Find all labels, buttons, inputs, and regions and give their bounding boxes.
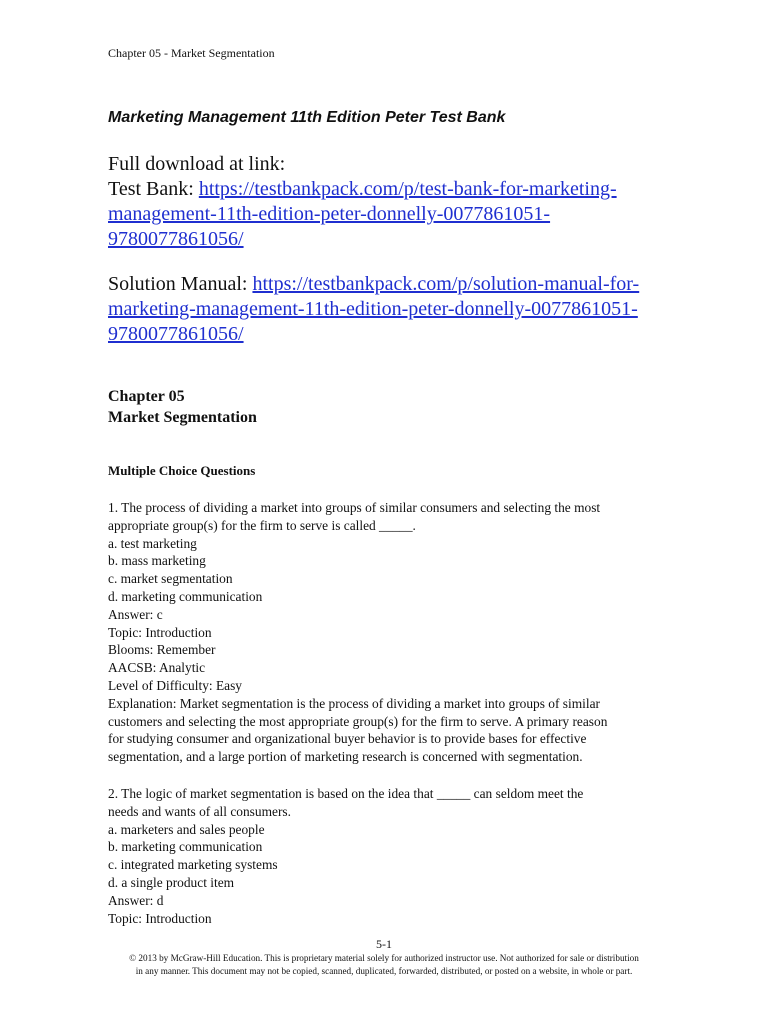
copyright-line: © 2013 by McGraw-Hill Education. This is proprietary material solely for authorized instructor use. Not authorized for sale or distribution: [129, 953, 639, 963]
question-2-line: 2. The logic of market segmentation is based on the idea that _____ can seldom meet the: [108, 786, 584, 801]
section-heading: Multiple Choice Questions: [108, 463, 256, 478]
question-1-explanation: segmentation, and a large portion of marketing research is concerned with segmentation.: [108, 749, 583, 765]
document-title: Marketing Management 11th Edition Peter Test Bank: [108, 109, 506, 126]
chapter-name: Market Segmentation: [108, 409, 257, 426]
question-1-line: appropriate group(s) for the firm to serve is called _____.: [108, 517, 416, 533]
test-bank-block: [108, 177, 668, 252]
solution-manual-label: Solution Manual:: [108, 273, 253, 295]
question-1-explanation: customers and selecting the most appropriate group(s) for the firm to serve. A primary reason: [108, 713, 608, 729]
copyright-line: in any manner. This document may not be copied, scanned, duplicated, forwarded, distributed, or posted on a website, in whole or part.: [135, 965, 633, 976]
page-number: 5-1: [376, 937, 392, 951]
question-1-option-b: b. mass marketing: [108, 553, 206, 569]
question-2-option-d: d. a single product item: [108, 874, 235, 890]
question-1-topic: Topic: Introduction: [108, 624, 212, 640]
test-bank-link-line-1[interactable]: https://testbankpack.com/p/test-bank-for-marketing-: [198, 178, 617, 200]
solution-manual-link-line-2[interactable]: marketing-management-11th-edition-peter-donnelly-0077861051-: [108, 298, 638, 320]
question-2-answer: Answer: d: [108, 892, 164, 908]
question-2: [108, 785, 678, 927]
solution-manual-block: [108, 272, 668, 347]
question-1-option-a: a. test marketing: [108, 535, 197, 551]
question-1-difficulty: Level of Difficulty: Easy: [108, 677, 242, 693]
question-1-explanation: for studying consumer and organizational buyer behavior is to provide bases for effective: [108, 731, 587, 747]
chapter-heading: [108, 386, 257, 428]
question-1: [108, 499, 678, 766]
question-2-topic: Topic: Introduction: [108, 910, 212, 926]
test-bank-link-line-2[interactable]: management-11th-edition-peter-donnelly-0077861051-: [108, 203, 551, 225]
question-1-option-d: d. marketing communication: [108, 588, 263, 604]
question-1-blooms: Blooms: Remember: [108, 642, 216, 658]
question-2-line: needs and wants of all consumers.: [108, 803, 291, 819]
question-1-explanation: Explanation: Market segmentation is the process of dividing a market into groups of similar: [108, 695, 601, 711]
solution-manual-link-line-3[interactable]: 9780077861056/: [108, 323, 244, 345]
question-1-line: 1. The process of dividing a market into groups of similar consumers and selecting the most: [108, 500, 601, 515]
test-bank-label: Test Bank:: [108, 178, 199, 200]
question-1-option-c: c. market segmentation: [108, 571, 233, 587]
download-heading: Full download at link:: [108, 153, 286, 175]
chapter-number: Chapter 05: [108, 388, 185, 405]
running-header: Chapter 05 - Market Segmentation: [108, 46, 275, 60]
question-2-option-b: b. marketing communication: [108, 839, 263, 855]
question-2-option-c: c. integrated marketing systems: [108, 857, 278, 873]
question-2-option-a: a. marketers and sales people: [108, 821, 265, 837]
copyright-notice: [0, 952, 768, 977]
solution-manual-link-line-1[interactable]: https://testbankpack.com/p/solution-manual-for-: [252, 273, 640, 295]
test-bank-link-line-3[interactable]: 9780077861056/: [108, 228, 244, 250]
question-1-aacsb: AACSB: Analytic: [108, 660, 206, 676]
question-1-answer: Answer: c: [108, 606, 163, 622]
